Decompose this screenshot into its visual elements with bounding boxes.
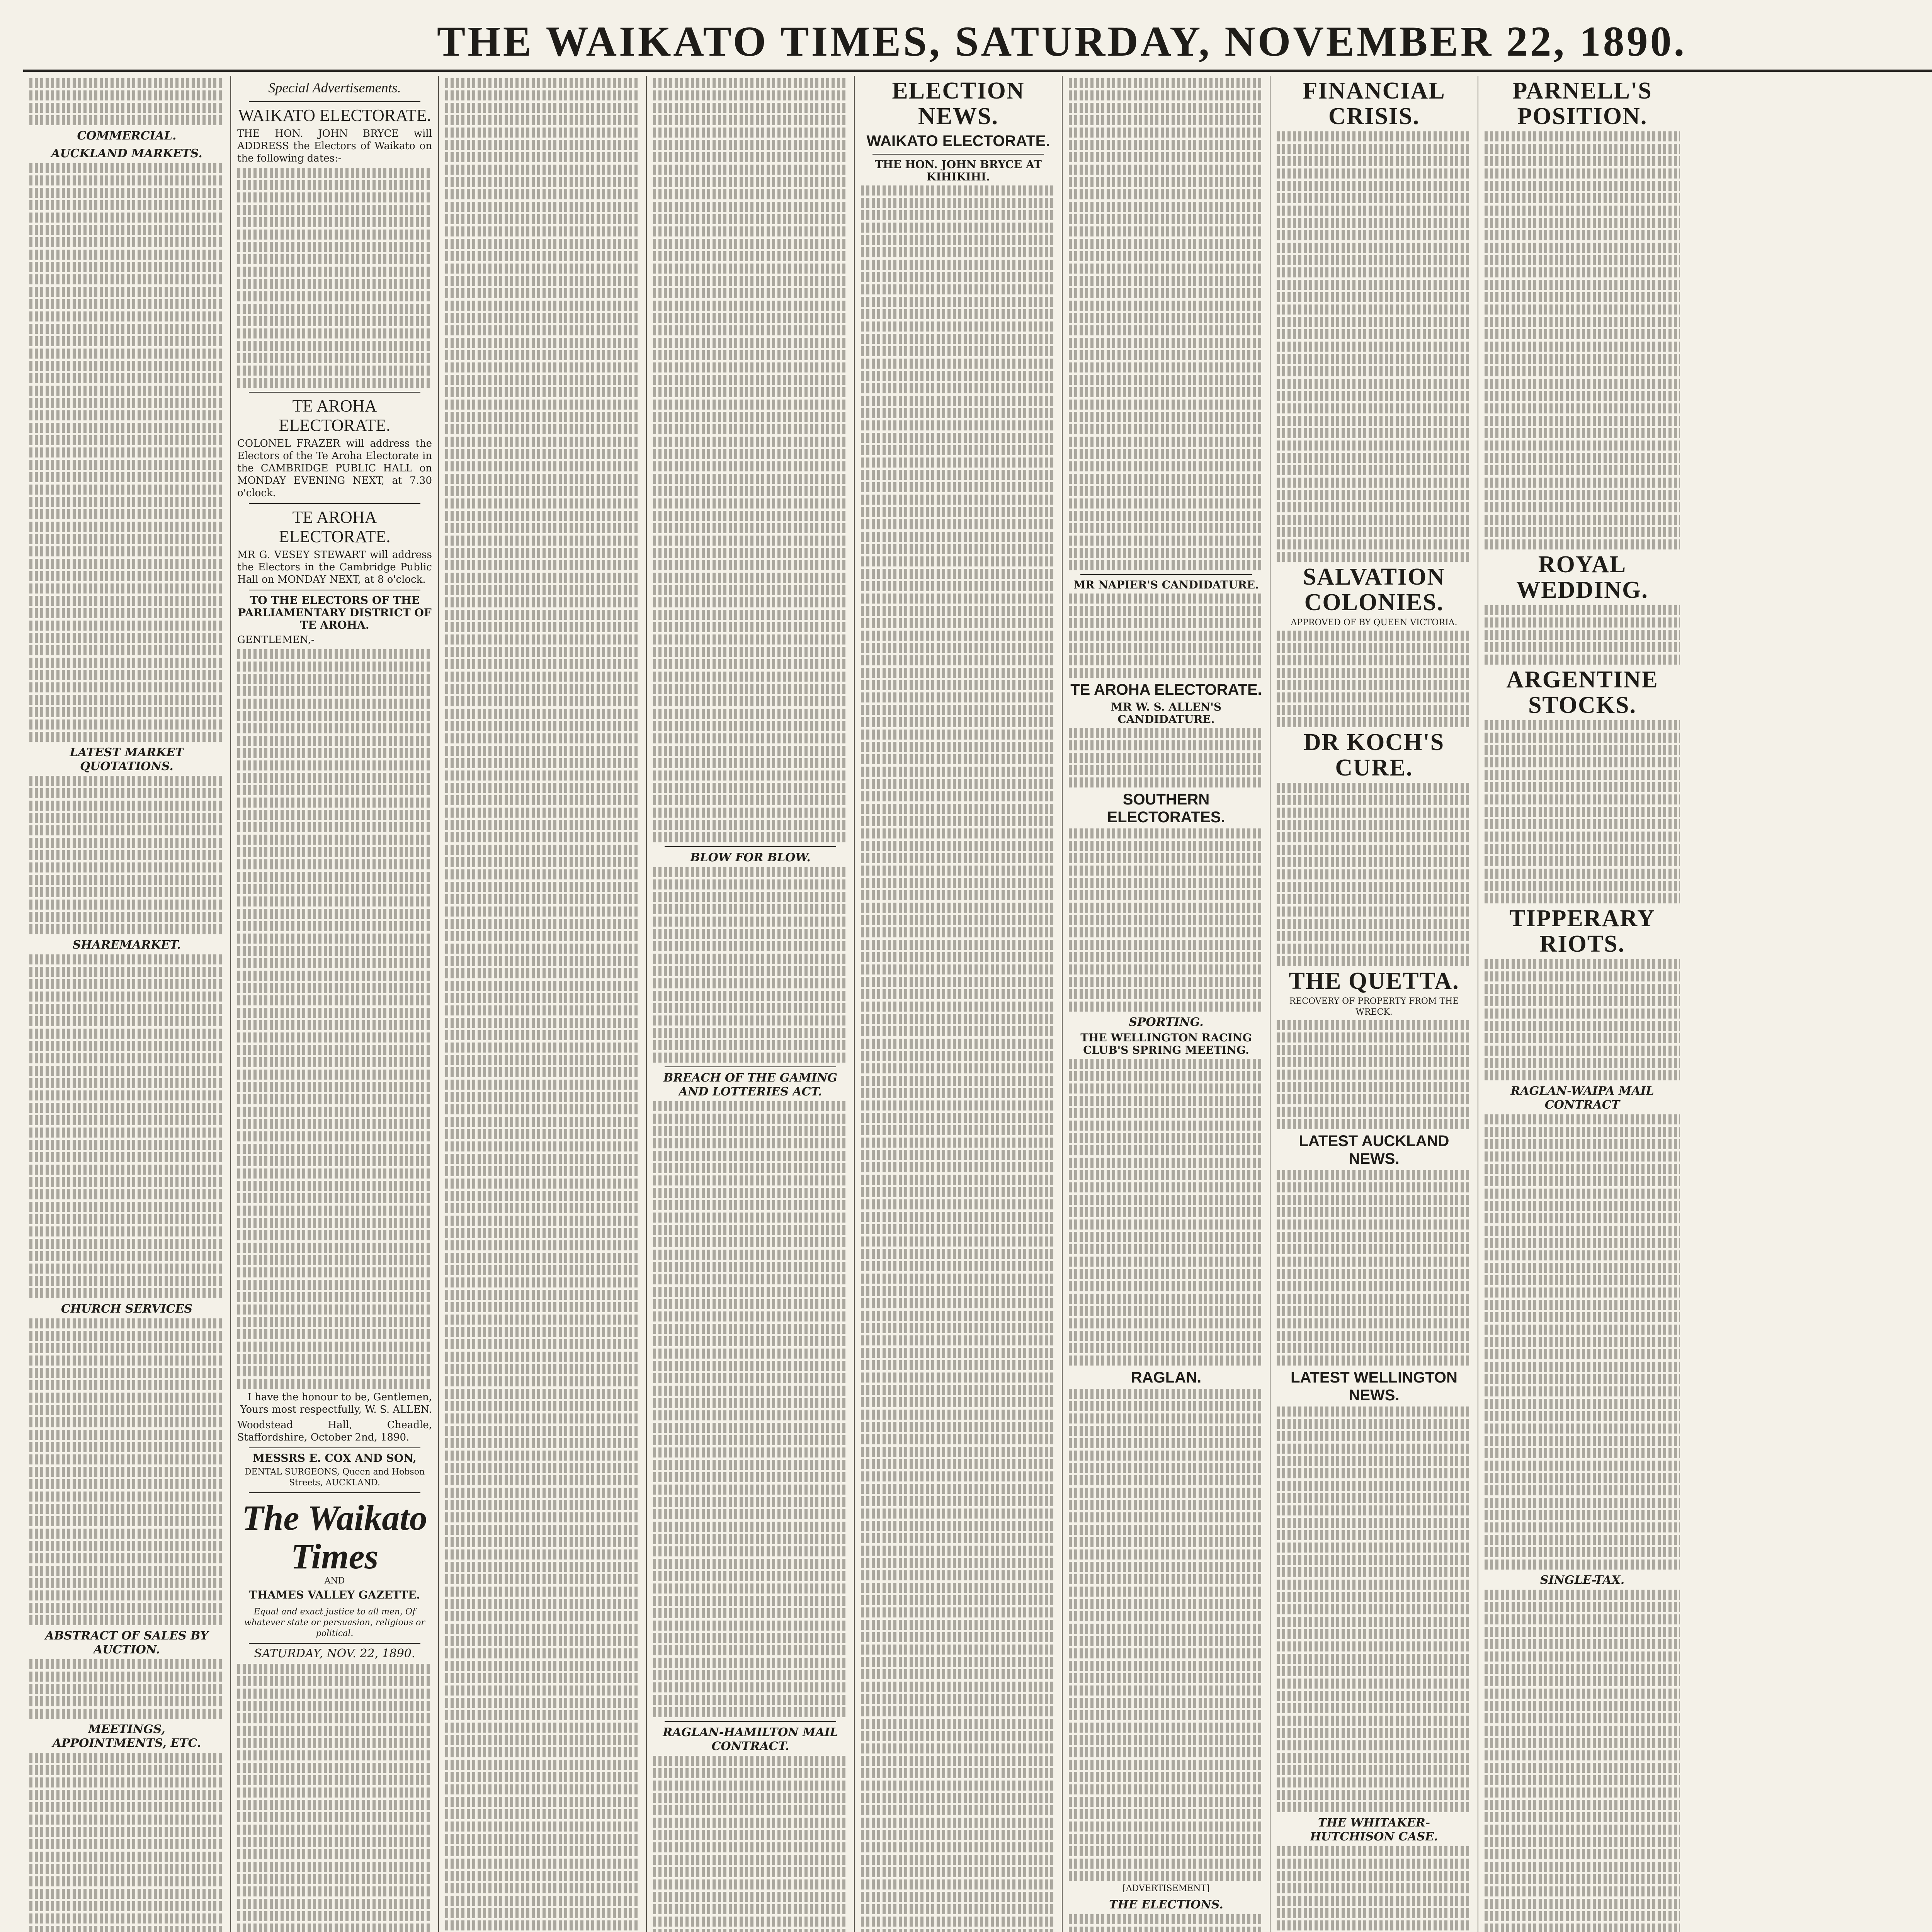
heading-abstract-sales: ABSTRACT OF SALES BY AUCTION. (45, 1629, 209, 1656)
heading-election-news: ELECTION NEWS. (892, 78, 1025, 129)
gentlemen: GENTLEMEN,- (237, 634, 315, 646)
woodstead-address: Woodstead Hall, Cheadle, Staffordshire, October 2nd, 1890. (237, 1419, 432, 1443)
column-7 (1270, 76, 1478, 1932)
heading-tipperary: TIPPERARY RIOTS. (1509, 905, 1655, 957)
cox-title: MESSRS E. COX AND SON, (253, 1452, 417, 1464)
advertisement-tag: [ADVERTISEMENT] (1122, 1884, 1210, 1893)
dateline: SATURDAY, NOV. 22, 1890. (254, 1647, 415, 1660)
logo-subtitle: THAMES VALLEY GAZETTE. (249, 1588, 420, 1601)
masthead-title: THE WAIKATO TIMES, SATURDAY, NOVEMBER 22, 1890. (437, 18, 1687, 65)
cox-sub: DENTAL SURGEONS, Queen and Hobson Streets, AUCKLAND. (244, 1467, 425, 1488)
columns (23, 76, 1932, 1932)
heading-raglan-waipa: RAGLAN-WAIPA MAIL CONTRACT (1510, 1084, 1654, 1112)
stewart-notice: MR G. VESEY STEWART will address the Electors in the Cambridge Public Hall on MONDAY NEXT, at 8 o'clock. (237, 549, 432, 585)
column-1 (23, 76, 231, 1932)
electors-notice-title: TO THE ELECTORS OF THE PARLIAMENTARY DISTRICT OF TE AROHA. (238, 594, 432, 631)
salvation-sub: APPROVED OF BY QUEEN VICTORIA. (1291, 618, 1458, 628)
heading-argentine: ARGENTINE STOCKS. (1506, 667, 1658, 718)
column-6 (1063, 76, 1270, 1932)
heading-wellington-racing: THE WELLINGTON RACING CLUB'S SPRING MEETING. (1080, 1031, 1252, 1056)
aroha-electorate-ad-2: TE AROHA ELECTORATE. (279, 508, 391, 546)
heading-southern: SOUTHERN ELECTORATES. (1107, 791, 1225, 826)
column-3 (439, 76, 647, 1932)
column-5 (855, 76, 1063, 1932)
allen-signoff: I have the honour to be, Gentlemen, Yours most respectfully, W. S. ALLEN. (240, 1391, 432, 1415)
heading-royal-wedding: ROYAL WEDDING. (1516, 551, 1648, 603)
heading-bryce-kihikihi: THE HON. JOHN BRYCE AT KIHIKIHI. (875, 158, 1042, 183)
column-4 (647, 76, 855, 1932)
heading-parnell: PARNELL'S POSITION. (1512, 78, 1652, 129)
heading-financial-crisis: FINANCIAL CRISIS. (1303, 78, 1446, 129)
heading-auckland-markets: AUCKLAND MARKETS. (51, 147, 202, 160)
waikato-electorate-ad: WAIKATO ELECTORATE. (238, 106, 431, 125)
heading-whitaker: THE WHITAKER-HUTCHISON CASE. (1310, 1816, 1438, 1844)
heading-latest-wellington: LATEST WELLINGTON NEWS. (1291, 1369, 1458, 1404)
aroha-electorate-ad-1: TE AROHA ELECTORATE. (279, 396, 391, 435)
heading-allen: MR W. S. ALLEN'S CANDIDATURE. (1111, 701, 1222, 726)
logo-and: AND (324, 1576, 345, 1586)
column-8 (1478, 76, 1686, 1932)
heading-napier: MR NAPIER'S CANDIDATURE. (1073, 578, 1259, 591)
heading-salvation-colonies: SALVATION COLONIES. (1303, 564, 1446, 616)
heading-church-services: CHURCH SERVICES (61, 1302, 193, 1316)
heading-latest-market: LATEST MARKET QUOTATIONS. (70, 746, 184, 773)
motto: Equal and exact justice to all men, Of whatever state or persuasion, religious or political. (244, 1607, 425, 1638)
heading-waikato-electorate: WAIKATO ELECTORATE. (866, 133, 1050, 150)
heading-breach-gaming: BREACH OF THE GAMING AND LOTTERIES ACT. (663, 1071, 838, 1099)
heading-quetta: THE QUETTA. (1289, 968, 1459, 994)
heading-single-tax: SINGLE-TAX. (1540, 1573, 1625, 1587)
heading-blow-for-blow: BLOW FOR BLOW. (690, 851, 811, 864)
heading-raglan: RAGLAN. (1131, 1369, 1202, 1386)
heading-koch: DR KOCH'S CURE. (1303, 729, 1445, 781)
logo-title: The Waikato Times (242, 1498, 427, 1576)
special-ads-heading: Special Advertisements. (268, 80, 401, 95)
heading-commercial: COMMERCIAL. (77, 129, 177, 143)
column-2 (231, 76, 439, 1932)
heading-te-aroha: TE AROHA ELECTORATE. (1070, 681, 1262, 698)
heading-latest-auckland: LATEST AUCKLAND NEWS. (1299, 1133, 1449, 1167)
frazer-notice: COLONEL FRAZER will address the Electors of the Te Aroha Electorate in the CAMBRIDGE PUBLIC HALL on MONDAY EVENING NEXT, at 7.30 o'clock. (237, 438, 432, 499)
heading-raglan-hamilton: RAGLAN-HAMILTON MAIL CONTRACT. (663, 1726, 838, 1753)
heading-meetings: MEETINGS, APPOINTMENTS, ETC. (52, 1723, 201, 1750)
bryce-notice: THE HON. JOHN BRYCE will ADDRESS the Electors of Waikato on the following dates:- (237, 128, 432, 164)
heading-sporting: SPORTING. (1129, 1015, 1204, 1029)
quetta-sub: RECOVERY OF PROPERTY FROM THE WRECK. (1289, 997, 1459, 1017)
masthead (23, 17, 1932, 66)
masthead-rule (23, 70, 1932, 72)
heading-the-elections: THE ELECTIONS. (1109, 1898, 1223, 1912)
heading-sharemarket: SHAREMARKET. (72, 938, 181, 952)
paper-logo (237, 1498, 432, 1601)
